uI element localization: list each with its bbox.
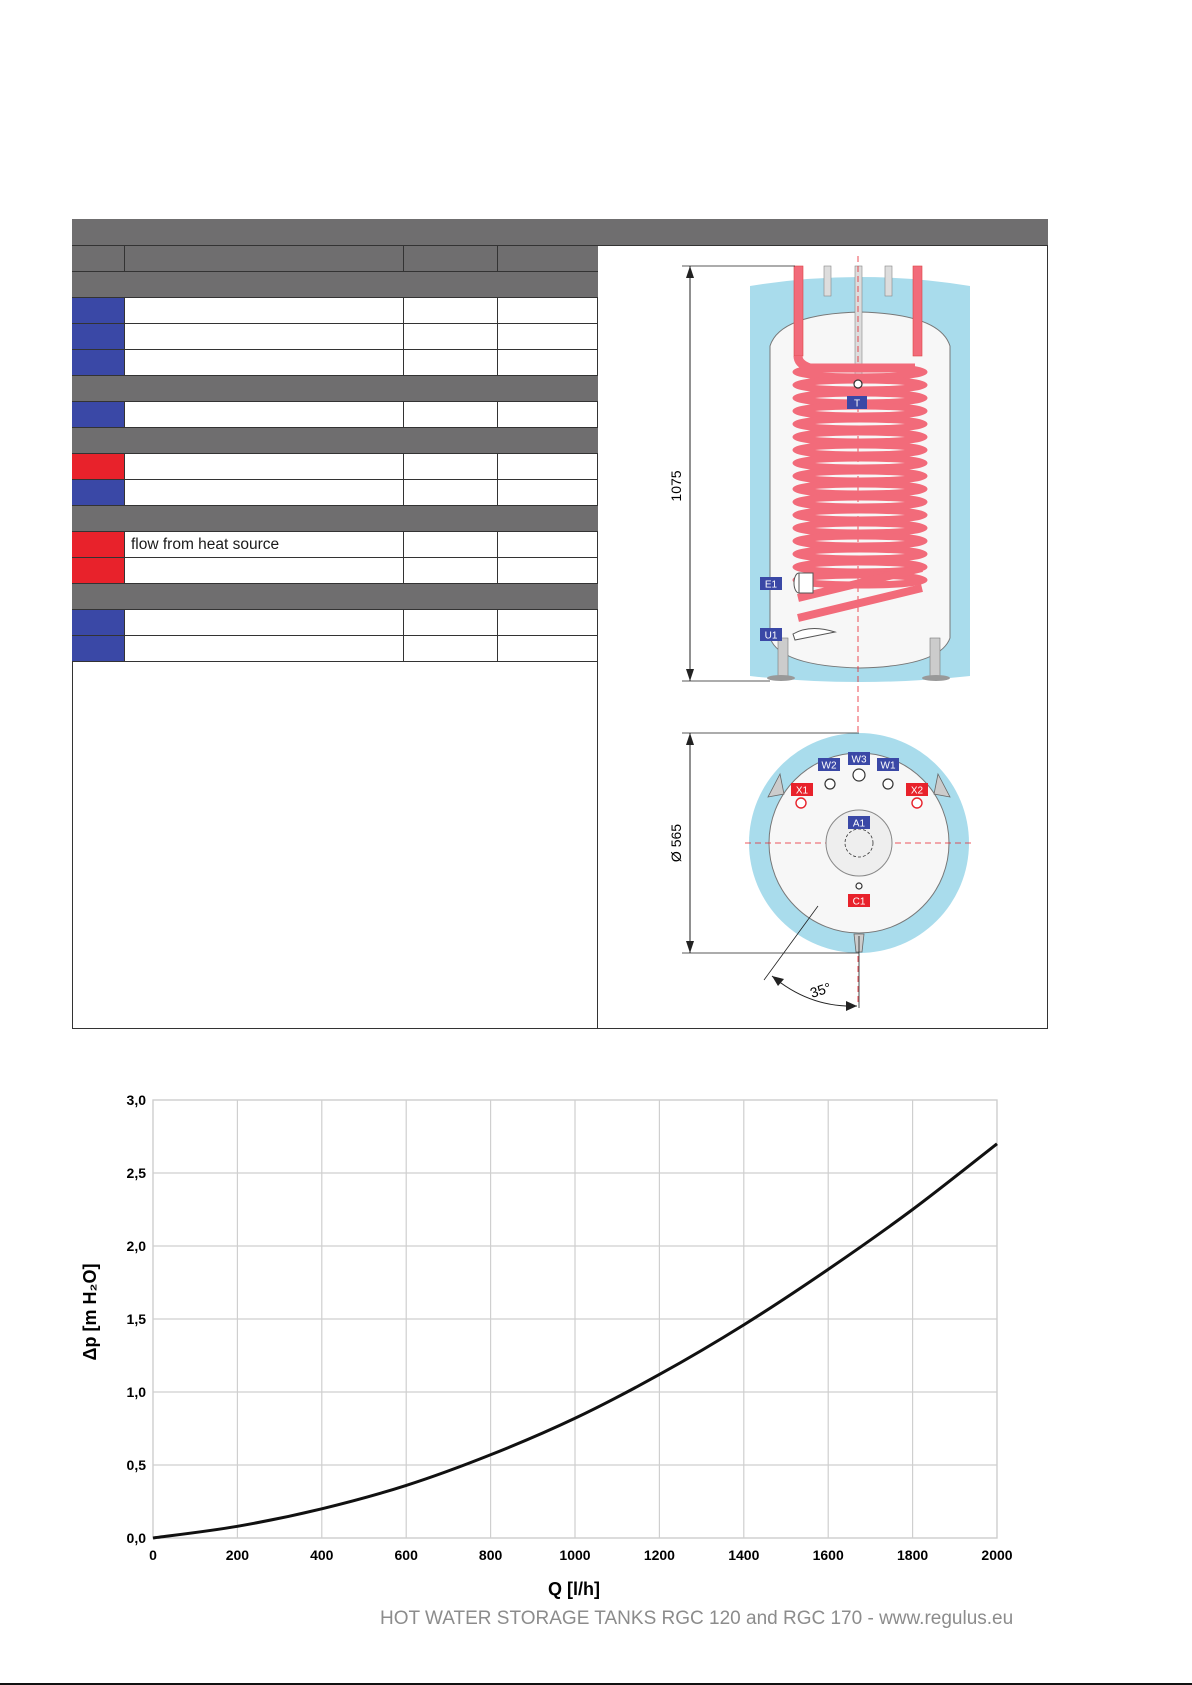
row-value: [498, 532, 598, 557]
y-tick-label: 0,5: [126, 1457, 146, 1473]
table-section-row: [72, 506, 598, 532]
color-swatch: [72, 610, 125, 635]
x-tick-label: 1800: [897, 1547, 929, 1563]
header-cell: [72, 246, 125, 271]
row-value: [404, 610, 498, 635]
row-value: [498, 610, 598, 635]
row-value: [404, 298, 498, 323]
label-U1: U1: [764, 630, 778, 642]
label-A1: A1: [852, 818, 866, 830]
row-value: [404, 532, 498, 557]
row-value: [498, 480, 598, 505]
x-axis-label: Q [l/h]: [548, 1579, 600, 1599]
row-description: flow from heat source: [125, 532, 404, 557]
x-tick-label: 1200: [643, 1547, 675, 1563]
row-description: [125, 402, 404, 427]
row-description: [125, 610, 404, 635]
footer-text: HOT WATER STORAGE TANKS RGC 120 and RGC 170 - www.regulus.eu: [380, 1608, 1014, 1629]
row-value: [498, 454, 598, 479]
row-description: [125, 558, 404, 583]
x-tick-label: 400: [310, 1547, 334, 1563]
row-value: [498, 324, 598, 349]
color-swatch: [72, 558, 125, 583]
row-value: [404, 636, 498, 661]
diameter-dimension: Ø 565: [668, 823, 684, 863]
color-swatch: [72, 298, 125, 323]
tank-drawing: [660, 246, 990, 1026]
row-value: [498, 558, 598, 583]
row-value: [498, 350, 598, 375]
table-section-row: [72, 272, 598, 298]
label-W1: W1: [880, 760, 896, 772]
x-tick-label: 2000: [981, 1547, 1013, 1563]
color-swatch: [72, 324, 125, 349]
label-T: T: [853, 398, 861, 410]
label-W3: W3: [851, 754, 867, 766]
x-tick-label: 800: [478, 1547, 503, 1563]
row-value: [498, 298, 598, 323]
chart-grid: [153, 1100, 997, 1538]
table-row: [72, 298, 598, 324]
table-row: [72, 324, 598, 350]
x-tick-labels: [149, 1547, 1013, 1563]
row-description: [125, 480, 404, 505]
table-row: [72, 532, 598, 558]
table-row: [72, 558, 598, 584]
label-W2: W2: [821, 760, 837, 772]
header-cell: [125, 246, 404, 271]
table-title-bar: [72, 219, 1048, 246]
label-E1: E1: [764, 579, 778, 591]
x-tick-label: 1400: [728, 1547, 760, 1563]
row-description: [125, 454, 404, 479]
pipe-left-red: [794, 266, 803, 356]
table-row: [72, 480, 598, 506]
color-swatch: [72, 350, 125, 375]
y-tick-labels: [127, 1092, 147, 1546]
table-row: [72, 636, 598, 662]
header-cell: [404, 246, 498, 271]
y-tick-label: 2,0: [126, 1238, 146, 1254]
color-swatch: [72, 402, 125, 427]
table-row: [72, 402, 598, 428]
table-row: [72, 350, 598, 376]
row-value: [404, 558, 498, 583]
label-X2: X2: [910, 785, 924, 797]
table-section-row: [72, 376, 598, 402]
row-value: [498, 636, 598, 661]
y-tick-label: 2,5: [126, 1165, 146, 1181]
color-swatch: [72, 480, 125, 505]
row-description: [125, 324, 404, 349]
row-value: [404, 454, 498, 479]
y-tick-label: 0,0: [126, 1530, 146, 1546]
row-value: [498, 402, 598, 427]
x-tick-label: 0: [149, 1547, 157, 1563]
table-row: [72, 454, 598, 480]
row-value: [404, 402, 498, 427]
x-tick-label: 1000: [559, 1547, 591, 1563]
pipe-right-red: [913, 266, 922, 356]
table-row: [72, 610, 598, 636]
x-tick-label: 200: [225, 1547, 250, 1563]
row-description: [125, 636, 404, 661]
row-value: [404, 480, 498, 505]
row-description: [125, 350, 404, 375]
x-tick-label: 1600: [812, 1547, 844, 1563]
color-swatch: [72, 454, 125, 479]
y-axis-label: Δp [m H₂O]: [80, 1263, 100, 1361]
y-tick-label: 1,0: [126, 1384, 146, 1400]
label-X1: X1: [795, 785, 809, 797]
row-description: [125, 298, 404, 323]
color-swatch: [72, 636, 125, 661]
table-section-row: [72, 246, 598, 272]
y-tick-label: 1,5: [126, 1311, 146, 1327]
pressure-loss-chart: [70, 1090, 1030, 1610]
row-value: [404, 324, 498, 349]
color-swatch: [72, 532, 125, 557]
table-section-row: [72, 584, 598, 610]
height-dimension: 1075: [668, 470, 684, 502]
angle-label: 35°: [807, 979, 834, 1001]
header-cell: [498, 246, 598, 271]
y-tick-label: 3,0: [126, 1092, 146, 1108]
label-C1: C1: [852, 896, 866, 908]
x-tick-label: 600: [394, 1547, 418, 1563]
table-section-row: [72, 428, 598, 454]
row-value: [404, 350, 498, 375]
